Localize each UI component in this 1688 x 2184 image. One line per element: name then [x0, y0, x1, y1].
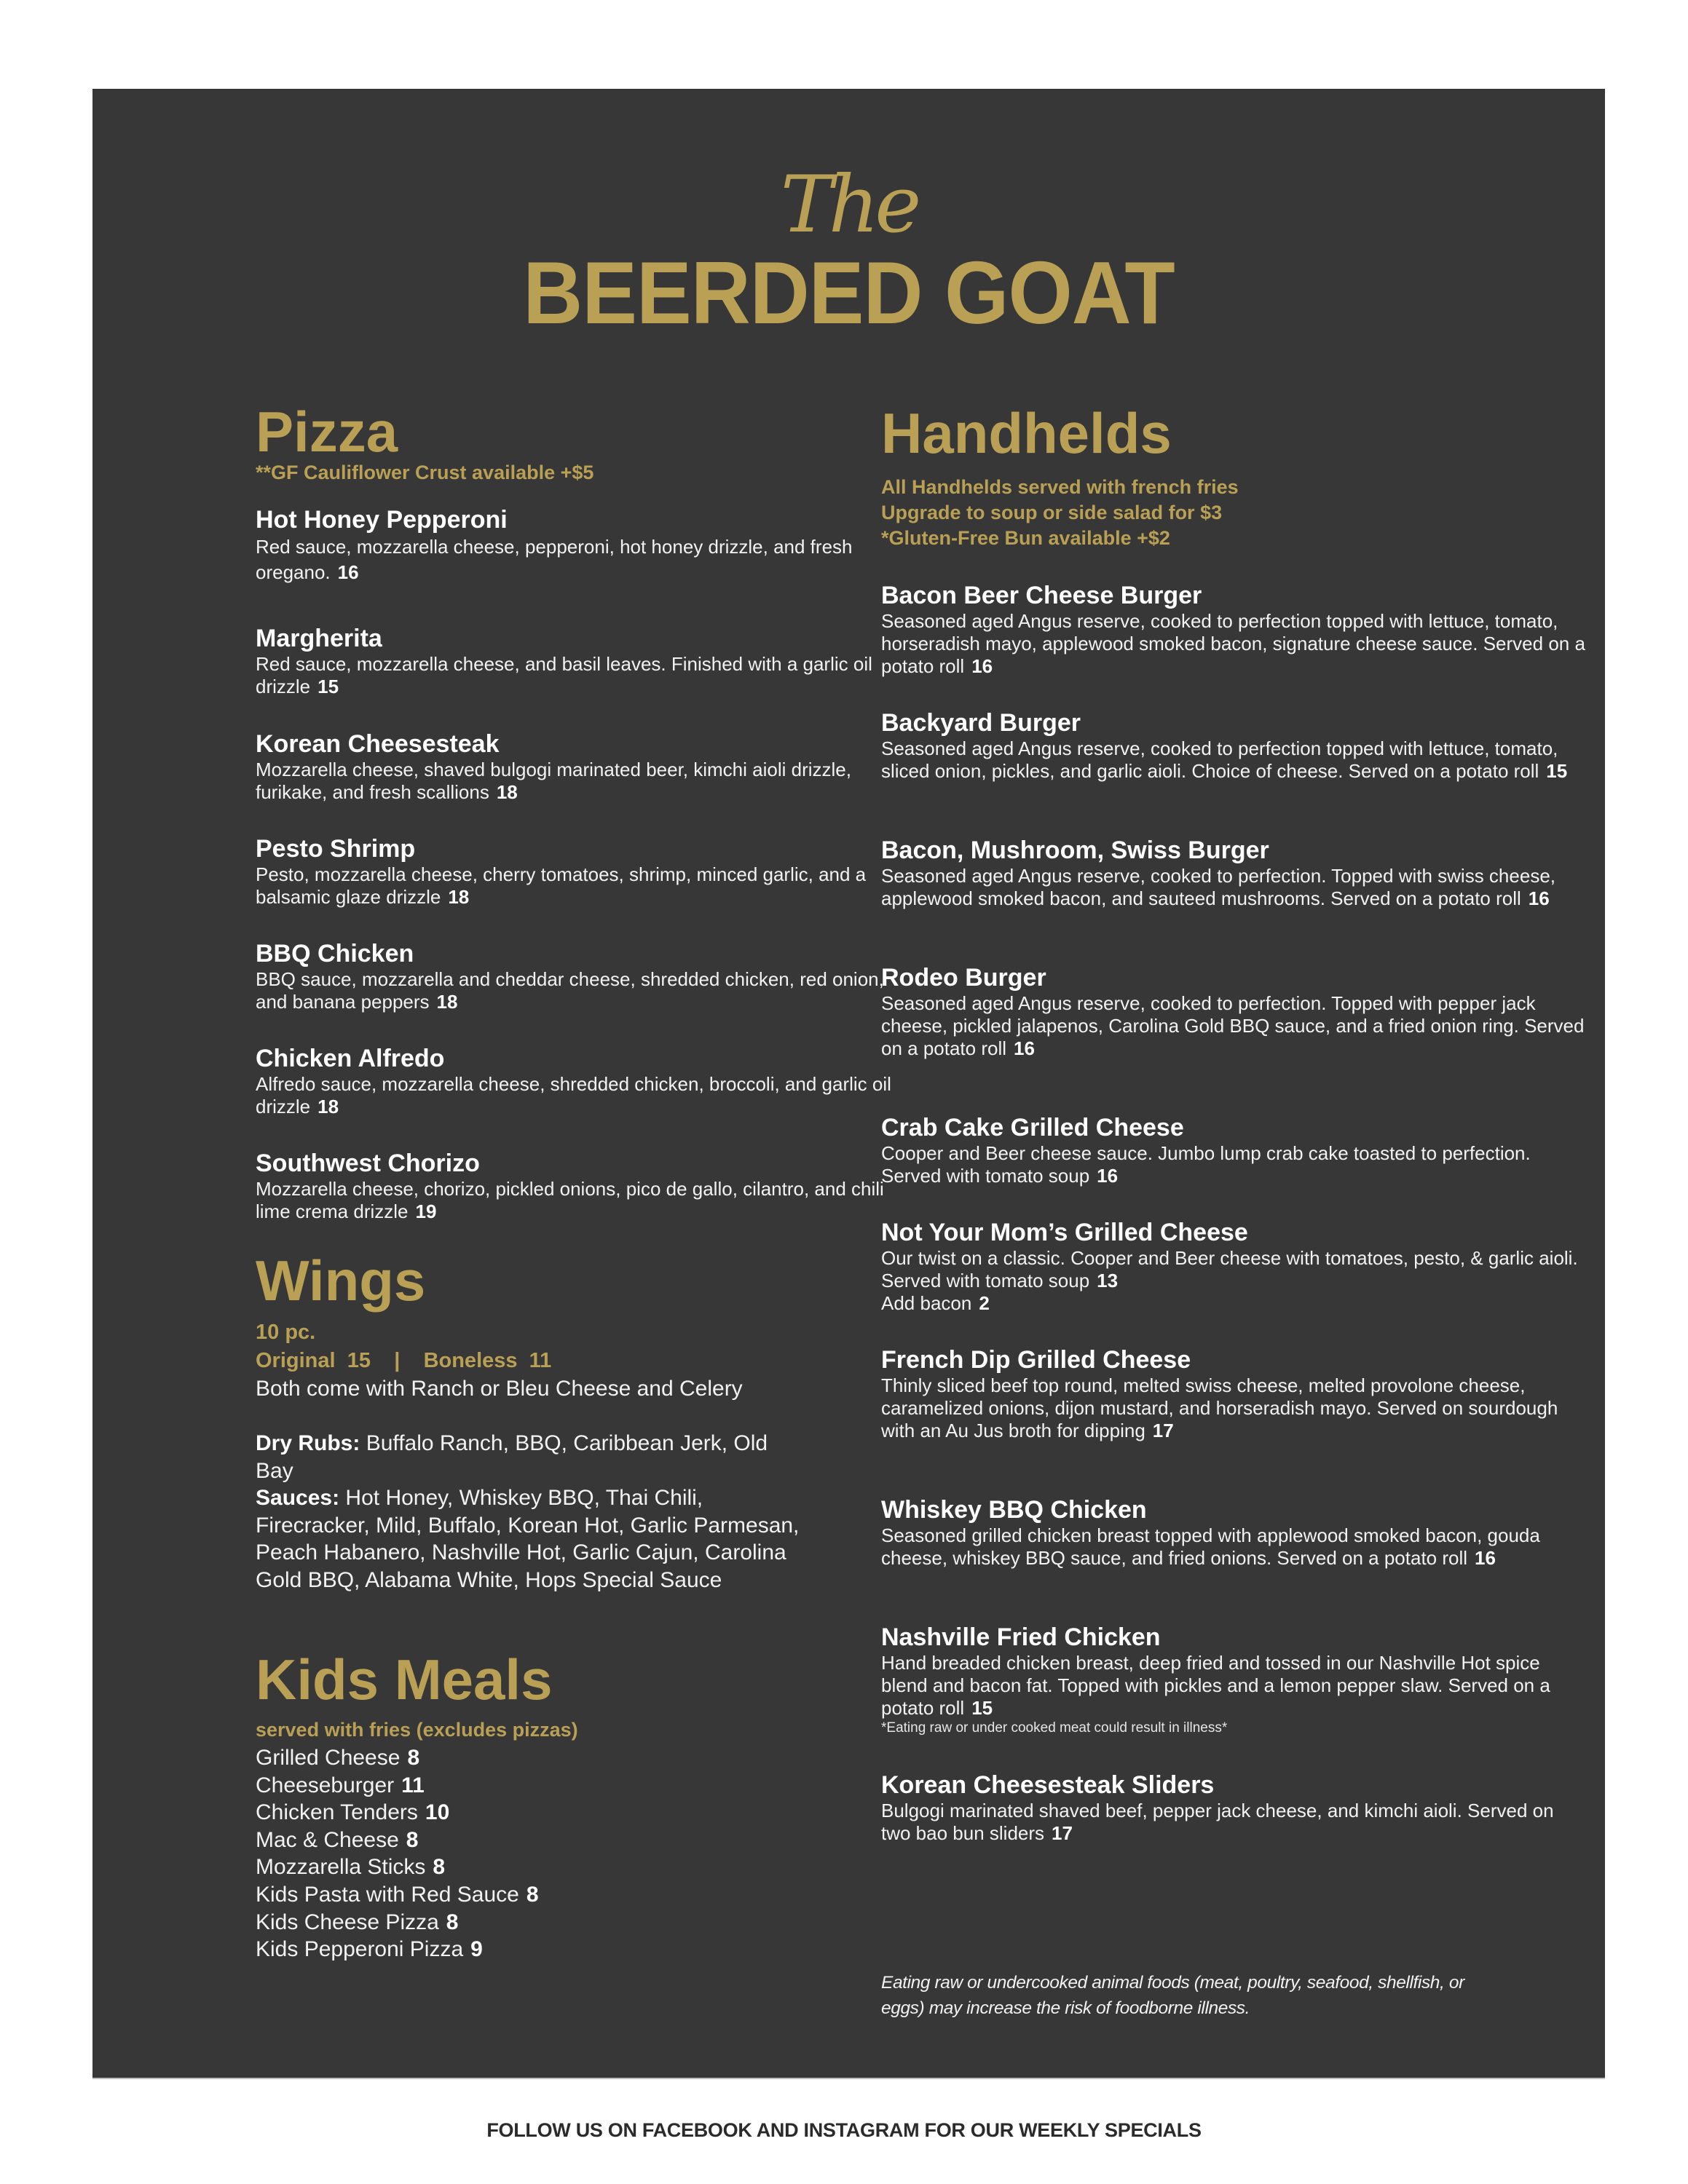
handhelds-note-fries: All Handhelds served with french fries	[881, 476, 1239, 498]
price: 16	[1097, 1165, 1119, 1187]
menu-panel	[92, 89, 1605, 2078]
price: 18	[448, 886, 470, 908]
list-item: Cheeseburger 11	[256, 1773, 425, 1797]
price: 15	[971, 1697, 993, 1719]
price: 16	[971, 655, 993, 677]
menu-item-southwest-chorizo: Southwest Chorizo Mozzarella cheese, chorizo, pickled onions, pico de gallo, cilantro, and chili lime crema drizzle 19	[256, 1150, 884, 1222]
wings-count: 10 pc.	[256, 1321, 316, 1344]
menu-item-pesto-shrimp: Pesto Shrimp Pesto, mozzarella cheese, cherry tomatoes, shrimp, minced garlic, and a balsamic glaze drizzle 18	[256, 835, 867, 908]
price: 13	[1097, 1270, 1119, 1291]
menu-item-backyard-burger: Backyard Burger Seasoned aged Angus reserve, cooked to perfection topped with lettuce, tomato, sliced onion, pickles, and garlic aioli. Choice of cheese. Served on a potato roll 15	[881, 709, 1568, 782]
list-item: Kids Pasta with Red Sauce 8	[256, 1882, 539, 1907]
menu-item-not-your-moms-grilled-cheese: Not Your Mom’s Grilled Cheese Our twist on a classic. Cooper and Beer cheese with tomatoes, pesto, & garlic aioli. Served with tomato soup 13 Add bacon 2	[881, 1218, 1588, 1315]
price: 15	[318, 676, 339, 697]
list-item: Mac & Cheese 8	[256, 1827, 419, 1852]
handhelds-note-gf-bun: *Gluten-Free Bun available +$2	[881, 527, 1170, 549]
section-title-kids-meals: Kids Meals	[256, 1647, 553, 1712]
price: 18	[496, 781, 518, 803]
list-item: Kids Pepperoni Pizza 9	[256, 1937, 483, 1962]
menu-item-bacon-mushroom-swiss-burger: Bacon, Mushroom, Swiss Burger Seasoned aged Angus reserve, cooked to perfection. Topped with swiss cheese, applewood smoked bacon, and sauteed mushrooms. Served on a potato roll 16	[881, 836, 1555, 909]
foodborne-illness-disclaimer: Eating raw or undercooked animal foods (meat, poultry, seafood, shellfish, or eggs) may increase the risk of foodborne illness.	[881, 1973, 1464, 2018]
menu-item-bbq-chicken: BBQ Chicken BBQ sauce, mozzarella and cheddar cheese, shredded chicken, red onion, and banana peppers 18	[256, 940, 884, 1013]
menu-item-crab-cake-grilled-cheese: Crab Cake Grilled Cheese Cooper and Beer cheese sauce. Jumbo lump crab cake toasted to perfection. Served with tomato soup 16	[881, 1114, 1531, 1187]
price: 17	[1152, 1420, 1174, 1441]
list-item: Kids Cheese Pizza 8	[256, 1910, 459, 1934]
social-media-footer: FOLLOW US ON FACEBOOK AND INSTAGRAM FOR OUR WEEKLY SPECIALS	[486, 2119, 1202, 2141]
section-title-pizza: Pizza	[256, 400, 398, 464]
kids-note: served with fries (excludes pizzas)	[256, 1719, 578, 1741]
menu-item-nashville-fried-chicken: Nashville Fried Chicken Hand breaded chicken breast, deep fried and tossed in our Nashville Hot spice blend and bacon fat. Topped with pickles and a lemon pepper slaw. Served on a potato roll 15 *Eating raw or under cooked meat could result in illness*	[881, 1623, 1588, 1737]
pizza-gf-note: **GF Cauliflower Crust available +$5	[256, 462, 594, 483]
menu-item-korean-cheesesteak: Korean Cheesesteak Mozzarella cheese, shaved bulgogi marinated beer, kimchi aioli drizzle, furikake, and fresh scallions 18	[256, 730, 851, 803]
menu-item-margherita: Margherita Red sauce, mozzarella cheese, and basil leaves. Finished with a garlic oil drizzle 15	[256, 625, 872, 697]
menu-item-bacon-beer-cheese-burger: Bacon Beer Cheese Burger Seasoned aged Angus reserve, cooked to perfection topped with lettuce, tomato, horseradish mayo, applewood smoked bacon, signature cheese sauce. Served on a potato roll 16	[881, 582, 1585, 677]
undercooked-warning: *Eating raw or under cooked meat could result in illness*	[881, 1720, 1228, 1736]
wings-sauces: Sauces: Hot Honey, Whiskey BBQ, Thai Chili, Firecracker, Mild, Buffalo, Korean Hot, Garlic Parmesan, Peach Habanero, Nashville Hot, Garlic Cajun, Carolina Gold BBQ, Alabama White, Hops Special Sauce	[256, 1486, 800, 1592]
price: 17	[1052, 1822, 1073, 1844]
wings-prices: Original 15 | Boneless 11	[256, 1349, 552, 1372]
price: 16	[1475, 1547, 1496, 1569]
price: 19	[415, 1200, 437, 1222]
add-on-bacon: Add bacon 2	[881, 1292, 990, 1314]
price: 16	[1014, 1037, 1035, 1059]
wings-dry-rubs: Dry Rubs: Buffalo Ranch, BBQ, Caribbean Jerk, Old Bay	[256, 1431, 768, 1483]
price: 15	[1546, 760, 1568, 782]
restaurant-name-logo: BEERDED GOAT	[523, 243, 1175, 342]
list-item: Grilled Cheese 8	[256, 1746, 420, 1770]
menu-item-hot-honey-pepperoni: Hot Honey Pepperoni Red sauce, mozzarella cheese, pepperoni, hot honey drizzle, and fresh oregano. 16	[256, 506, 853, 583]
kids-menu-list	[256, 1744, 539, 1963]
price: 18	[318, 1096, 339, 1117]
handhelds-note-upgrade: Upgrade to soup or side salad for $3	[881, 502, 1223, 523]
price: 18	[436, 991, 458, 1013]
logo-script-the: The	[780, 159, 918, 250]
menu-item-chicken-alfredo: Chicken Alfredo Alfredo sauce, mozzarella cheese, shredded chicken, broccoli, and garlic oil drizzle 18	[256, 1045, 891, 1117]
menu-item-korean-cheesesteak-sliders: Korean Cheesesteak Sliders Bulgogi marinated shaved beef, pepper jack cheese, and kimchi aioli. Served on two bao bun sliders 17	[881, 1771, 1554, 1844]
price: 16	[1528, 887, 1550, 909]
menu-item-rodeo-burger: Rodeo Burger Seasoned aged Angus reserve, cooked to perfection. Topped with pepper jack cheese, pickled jalapenos, Carolina Gold BBQ sauce, and a fried onion ring. Served on a potato roll 16	[881, 964, 1585, 1059]
list-item: Chicken Tenders 10	[256, 1800, 450, 1825]
section-title-wings: Wings	[256, 1249, 426, 1313]
section-title-handhelds: Handhelds	[881, 401, 1172, 465]
menu-item-french-dip-grilled-cheese: French Dip Grilled Cheese Thinly sliced beef top round, melted swiss cheese, melted provolone cheese, caramelized onions, dijon mustard, and horseradish mayo. Served on sourdough with an Au Jus broth for dipping 17	[881, 1346, 1558, 1441]
price: 16	[337, 561, 359, 583]
wings-sides: Both come with Ranch or Bleu Cheese and Celery	[256, 1377, 743, 1401]
menu-item-whiskey-bbq-chicken: Whiskey BBQ Chicken Seasoned grilled chicken breast topped with applewood smoked bacon, gouda cheese, whiskey BBQ sauce, and fried onions. Served on a potato roll 16	[881, 1496, 1540, 1569]
list-item: Mozzarella Sticks 8	[256, 1855, 446, 1880]
